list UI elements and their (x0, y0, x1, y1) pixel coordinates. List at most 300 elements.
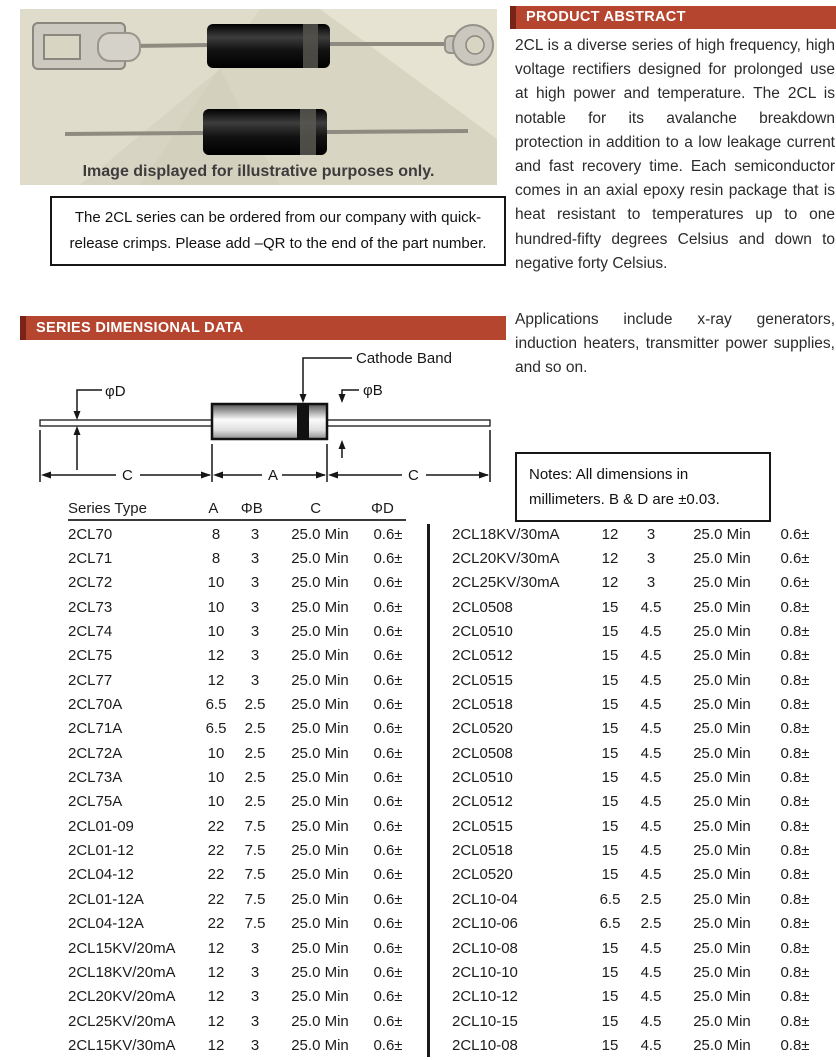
cell-phi-b: 3 (250, 988, 260, 1006)
cell-c: 25.0 Min (693, 623, 751, 641)
cell-phi-b: 4.5 (640, 817, 662, 835)
cell-phi-d: 0.6± (373, 963, 403, 981)
cell-phi-d: 0.6± (373, 744, 403, 762)
arrowhead (201, 472, 211, 479)
table-row (452, 522, 827, 546)
cell-phi-d: 0.6± (373, 696, 403, 714)
cell-series-type: 2CL18KV/20mA (68, 963, 176, 981)
cell-phi-b: 7.5 (244, 866, 266, 884)
cathode-band-leader-line (303, 358, 352, 399)
cathode-band-label: Cathode Band (356, 350, 452, 367)
table-row (68, 668, 413, 692)
column-header-c: C (310, 499, 322, 517)
cell-phi-b: 4.5 (640, 598, 662, 616)
arrowhead (316, 472, 326, 479)
dimension-table-left (68, 522, 413, 1058)
cell-series-type: 2CL0508 (452, 598, 513, 616)
cell-phi-d: 0.6± (373, 988, 403, 1006)
cell-phi-d: 0.6± (373, 574, 403, 592)
cell-a: 22 (207, 866, 225, 884)
cell-a: 15 (601, 963, 619, 981)
table-row (68, 838, 413, 862)
cell-phi-d: 0.6± (373, 1012, 403, 1030)
cell-series-type: 2CL72A (68, 744, 123, 762)
cell-c: 25.0 Min (693, 939, 751, 957)
cell-phi-b: 7.5 (244, 890, 266, 908)
cell-c: 25.0 Min (693, 647, 751, 665)
cell-phi-b: 3 (250, 550, 260, 568)
cell-series-type: 2CL0515 (452, 671, 513, 689)
cell-series-type: 2CL0512 (452, 793, 513, 811)
cell-c: 25.0 Min (693, 817, 751, 835)
cell-c: 25.0 Min (693, 598, 751, 616)
cell-c: 25.0 Min (693, 1036, 751, 1054)
cell-a: 12 (207, 647, 225, 665)
cell-a: 15 (601, 793, 619, 811)
cell-phi-b: 4.5 (640, 793, 662, 811)
cell-series-type: 2CL0515 (452, 817, 513, 835)
order-note-box (50, 196, 506, 266)
cell-phi-b: 3 (250, 671, 260, 689)
cell-phi-b: 3 (646, 525, 656, 543)
cell-a: 15 (601, 1036, 619, 1054)
cell-phi-b: 2.5 (244, 720, 266, 738)
table-row (68, 887, 413, 911)
table-row (68, 595, 413, 619)
cell-phi-d: 0.8± (780, 939, 810, 957)
table-row (68, 571, 413, 595)
cell-series-type: 2CL72 (68, 574, 113, 592)
cell-a: 15 (601, 817, 619, 835)
cell-a: 6.5 (599, 915, 621, 933)
diode-photo-illustration (20, 9, 497, 185)
cell-phi-d: 0.6± (373, 817, 403, 835)
cell-c: 25.0 Min (291, 696, 349, 714)
cell-c: 25.0 Min (693, 915, 751, 933)
table-row (68, 936, 413, 960)
cell-series-type: 2CL70A (68, 696, 123, 714)
cell-a: 8 (211, 525, 221, 543)
cell-series-type: 2CL01-12A (68, 890, 144, 908)
cell-series-type: 2CL15KV/30mA (68, 1036, 176, 1054)
cell-phi-d: 0.8± (780, 817, 810, 835)
cell-phi-d: 0.8± (780, 842, 810, 860)
cell-c: 25.0 Min (693, 525, 751, 543)
cell-phi-b: 3 (250, 598, 260, 616)
cell-phi-b: 2.5 (244, 744, 266, 762)
phi-d-label: φD (105, 383, 126, 400)
cell-phi-b: 2.5 (640, 890, 662, 908)
cell-phi-b: 7.5 (244, 817, 266, 835)
cell-a: 12 (601, 550, 619, 568)
cell-phi-b: 4.5 (640, 647, 662, 665)
cell-series-type: 2CL0508 (452, 744, 513, 762)
spade-terminal-slot (44, 35, 80, 59)
cell-phi-b: 3 (250, 647, 260, 665)
table-row (452, 887, 827, 911)
table-row (68, 863, 413, 887)
cell-phi-b: 3 (250, 574, 260, 592)
cell-phi-d: 0.6± (373, 671, 403, 689)
cell-phi-d: 0.6± (373, 598, 403, 616)
table-row (68, 765, 413, 789)
table-row (68, 546, 413, 570)
column-header-a: A (208, 499, 219, 517)
cell-phi-b: 3 (250, 939, 260, 957)
arrowhead (339, 440, 346, 449)
dim-c-left-label: C (122, 467, 133, 484)
cell-phi-b: 2.5 (640, 915, 662, 933)
cell-phi-b: 7.5 (244, 915, 266, 933)
cell-c: 25.0 Min (693, 696, 751, 714)
table-row (68, 717, 413, 741)
cell-c: 25.0 Min (291, 623, 349, 641)
cell-series-type: 2CL73A (68, 769, 123, 787)
series-dimensional-data-header: SERIES DIMENSIONAL DATA (20, 316, 506, 340)
cell-phi-d: 0.8± (780, 720, 810, 738)
cell-series-type: 2CL10-12 (452, 988, 518, 1006)
cell-a: 12 (601, 525, 619, 543)
cell-c: 25.0 Min (291, 1012, 349, 1030)
cell-a: 12 (207, 988, 225, 1006)
table-row (452, 546, 827, 570)
table-row (452, 692, 827, 716)
cell-phi-d: 0.6± (373, 720, 403, 738)
table-row (452, 790, 827, 814)
cell-a: 10 (207, 793, 225, 811)
cell-phi-b: 4.5 (640, 696, 662, 714)
cell-a: 15 (601, 744, 619, 762)
column-header-phi-d: ΦD (371, 499, 394, 517)
table-row (452, 644, 827, 668)
product-photo (20, 9, 497, 185)
cell-phi-d: 0.6± (373, 866, 403, 884)
dim-c-right-label: C (408, 467, 419, 484)
cell-phi-b: 3 (250, 525, 260, 543)
cathode-band (297, 404, 309, 439)
cell-series-type: 2CL10-08 (452, 1036, 518, 1054)
cell-series-type: 2CL15KV/20mA (68, 939, 176, 957)
cell-series-type: 2CL70 (68, 525, 113, 543)
cell-c: 25.0 Min (693, 866, 751, 884)
cell-phi-b: 3 (250, 963, 260, 981)
cell-a: 22 (207, 817, 225, 835)
cell-c: 25.0 Min (291, 963, 349, 981)
cell-a: 8 (211, 550, 221, 568)
dim-a-label: A (268, 467, 279, 484)
cell-series-type: 2CL04-12 (68, 866, 134, 884)
cell-phi-d: 0.6± (373, 769, 403, 787)
table-row (452, 571, 827, 595)
arrowhead (213, 472, 223, 479)
cell-series-type: 2CL71 (68, 550, 113, 568)
cell-phi-d: 0.8± (780, 1012, 810, 1030)
cell-a: 15 (601, 866, 619, 884)
cell-a: 15 (601, 696, 619, 714)
cell-c: 25.0 Min (693, 744, 751, 762)
ring-terminal-hole (466, 36, 484, 54)
cell-phi-b: 3 (646, 550, 656, 568)
cell-a: 15 (601, 598, 619, 616)
phi-b-label: φB (363, 382, 383, 399)
order-note-text: The 2CL series can be ordered from our company with quick-release crimps. Please add –QR to the end of the part number. (69, 209, 487, 252)
cell-phi-d: 0.6± (373, 939, 403, 957)
cell-a: 12 (601, 574, 619, 592)
arrowhead (328, 472, 338, 479)
cell-series-type: 2CL0520 (452, 866, 513, 884)
cell-c: 25.0 Min (291, 671, 349, 689)
table-row (452, 863, 827, 887)
cell-series-type: 2CL10-10 (452, 963, 518, 981)
cell-series-type: 2CL74 (68, 623, 113, 641)
table-row (68, 741, 413, 765)
table-row (452, 1009, 827, 1033)
cell-series-type: 2CL0520 (452, 720, 513, 738)
cell-c: 25.0 Min (291, 744, 349, 762)
cell-phi-d: 0.6± (373, 525, 403, 543)
table-row (452, 960, 827, 984)
cell-a: 10 (207, 744, 225, 762)
cell-series-type: 2CL20KV/20mA (68, 988, 176, 1006)
cell-a: 12 (207, 1036, 225, 1054)
cell-c: 25.0 Min (291, 769, 349, 787)
cell-phi-b: 3 (250, 1036, 260, 1054)
cell-a: 15 (601, 842, 619, 860)
cell-a: 6.5 (205, 720, 227, 738)
table-row (452, 936, 827, 960)
cell-phi-b: 4.5 (640, 939, 662, 957)
cell-phi-d: 0.6± (373, 623, 403, 641)
cell-phi-d: 0.8± (780, 623, 810, 641)
cell-phi-b: 4.5 (640, 988, 662, 1006)
cell-a: 15 (601, 623, 619, 641)
cell-a: 15 (601, 671, 619, 689)
table-row (452, 985, 827, 1009)
cell-series-type: 2CL75A (68, 793, 123, 811)
cell-a: 10 (207, 574, 225, 592)
cell-phi-b: 4.5 (640, 1036, 662, 1054)
table-row (452, 619, 827, 643)
cell-c: 25.0 Min (693, 963, 751, 981)
cell-phi-b: 2.5 (244, 696, 266, 714)
table-row (68, 814, 413, 838)
cell-phi-d: 0.6± (373, 890, 403, 908)
cathode-band (303, 24, 318, 68)
cell-phi-d: 0.8± (780, 988, 810, 1006)
cell-phi-d: 0.6± (780, 550, 810, 568)
table-row (452, 741, 827, 765)
table-row (452, 668, 827, 692)
table-row (452, 765, 827, 789)
cell-phi-b: 3 (250, 1012, 260, 1030)
cell-phi-b: 4.5 (640, 720, 662, 738)
cell-phi-d: 0.8± (780, 598, 810, 616)
arrowhead (41, 472, 51, 479)
cell-c: 25.0 Min (693, 890, 751, 908)
cell-c: 25.0 Min (291, 793, 349, 811)
cell-series-type: 2CL25KV/20mA (68, 1012, 176, 1030)
dimension-table-right (452, 522, 827, 1058)
cell-c: 25.0 Min (291, 647, 349, 665)
table-row (68, 644, 413, 668)
cell-phi-b: 4.5 (640, 866, 662, 884)
cell-a: 22 (207, 842, 225, 860)
cell-series-type: 2CL71A (68, 720, 123, 738)
cell-phi-b: 4.5 (640, 623, 662, 641)
cell-series-type: 2CL0518 (452, 842, 513, 860)
product-abstract-body: 2CL is a diverse series of high frequency, high voltage rectifiers designed for prolonged use at high power and temperature. The 2CL is notable for its avalanche breakdown protection in addition to a low leakage current and fast recovery time. Each semiconductor comes in an axial epoxy resin package that is heat resistant to temperatures up to one hundred-fifty degrees Celsius and down to negative forty Celsius. (515, 37, 835, 272)
diode-body (212, 404, 327, 439)
cell-phi-b: 4.5 (640, 744, 662, 762)
cell-series-type: 2CL10-08 (452, 939, 518, 957)
cell-phi-d: 0.6± (373, 550, 403, 568)
cell-phi-d: 0.8± (780, 769, 810, 787)
cell-phi-b: 3 (250, 623, 260, 641)
table-row (68, 912, 413, 936)
cell-phi-d: 0.8± (780, 744, 810, 762)
cell-phi-d: 0.8± (780, 647, 810, 665)
table-row (452, 595, 827, 619)
table-row (68, 1009, 413, 1033)
cell-phi-b: 2.5 (244, 793, 266, 811)
cell-phi-d: 0.6± (373, 1036, 403, 1054)
cell-c: 25.0 Min (693, 671, 751, 689)
phi-d-leader-line (77, 390, 102, 416)
arrowhead (74, 426, 81, 435)
cell-series-type: 2CL10-06 (452, 915, 518, 933)
cell-c: 25.0 Min (291, 866, 349, 884)
cell-a: 15 (601, 769, 619, 787)
cell-phi-d: 0.8± (780, 1036, 810, 1054)
cell-a: 15 (601, 988, 619, 1006)
table-row (68, 1033, 413, 1057)
cell-series-type: 2CL01-12 (68, 842, 134, 860)
cell-a: 10 (207, 623, 225, 641)
cell-phi-d: 0.6± (373, 793, 403, 811)
cell-phi-d: 0.8± (780, 890, 810, 908)
cell-a: 22 (207, 890, 225, 908)
cell-phi-b: 4.5 (640, 769, 662, 787)
cell-series-type: 2CL0518 (452, 696, 513, 714)
cell-c: 25.0 Min (291, 842, 349, 860)
cell-c: 25.0 Min (291, 915, 349, 933)
arrowhead (339, 394, 346, 403)
cell-series-type: 2CL20KV/30mA (452, 550, 560, 568)
cell-series-type: 2CL04-12A (68, 915, 144, 933)
cell-c: 25.0 Min (693, 769, 751, 787)
cell-series-type: 2CL73 (68, 598, 113, 616)
cell-a: 10 (207, 769, 225, 787)
cell-a: 12 (207, 939, 225, 957)
cell-c: 25.0 Min (291, 550, 349, 568)
cell-phi-d: 0.6± (373, 842, 403, 860)
arrowhead (479, 472, 489, 479)
cell-phi-d: 0.8± (780, 793, 810, 811)
dimension-notes-text: Notes: All dimensions in millimeters. B & D are ±0.03. (529, 466, 720, 508)
crimp-barrel (98, 33, 140, 61)
cell-phi-d: 0.8± (780, 963, 810, 981)
cell-phi-b: 7.5 (244, 842, 266, 860)
cell-c: 25.0 Min (693, 793, 751, 811)
cell-c: 25.0 Min (291, 988, 349, 1006)
cell-a: 6.5 (205, 696, 227, 714)
cell-series-type: 2CL10-15 (452, 1012, 518, 1030)
cell-phi-b: 4.5 (640, 842, 662, 860)
cell-phi-b: 4.5 (640, 1012, 662, 1030)
cell-c: 25.0 Min (291, 817, 349, 835)
lead-wire (130, 45, 210, 46)
arrowhead (300, 394, 307, 403)
photo-caption: Image displayed for illustrative purposes only. (82, 163, 435, 180)
column-header-phi-b: ΦB (240, 499, 263, 517)
cell-c: 25.0 Min (693, 1012, 751, 1030)
table-row (68, 790, 413, 814)
cell-c: 25.0 Min (693, 574, 751, 592)
applications-paragraph: Applications include x-ray generators, induction heaters, transmitter power supplies, and so on. (515, 311, 835, 377)
cell-series-type: 2CL10-04 (452, 890, 518, 908)
cell-phi-d: 0.6± (780, 574, 810, 592)
cell-series-type: 2CL0512 (452, 647, 513, 665)
cell-c: 25.0 Min (693, 720, 751, 738)
table-row (452, 912, 827, 936)
cell-c: 25.0 Min (693, 988, 751, 1006)
cell-a: 6.5 (599, 890, 621, 908)
arrowhead (74, 411, 81, 420)
cell-c: 25.0 Min (291, 720, 349, 738)
table-column-divider (427, 524, 430, 1057)
table-row (68, 619, 413, 643)
column-header-series-type: Series Type (68, 499, 147, 517)
cell-c: 25.0 Min (291, 939, 349, 957)
cell-phi-d: 0.8± (780, 696, 810, 714)
table-row (452, 1033, 827, 1057)
cell-c: 25.0 Min (693, 842, 751, 860)
table-row (68, 985, 413, 1009)
cell-phi-d: 0.8± (780, 671, 810, 689)
table-row (68, 960, 413, 984)
cell-series-type: 2CL77 (68, 671, 113, 689)
cathode-band (300, 109, 316, 155)
cell-phi-b: 4.5 (640, 671, 662, 689)
cell-c: 25.0 Min (291, 525, 349, 543)
cell-series-type: 2CL18KV/30mA (452, 525, 560, 543)
cell-a: 12 (207, 1012, 225, 1030)
cell-series-type: 2CL25KV/30mA (452, 574, 560, 592)
cell-a: 15 (601, 720, 619, 738)
cell-phi-b: 2.5 (244, 769, 266, 787)
cell-series-type: 2CL75 (68, 647, 113, 665)
table-row (452, 814, 827, 838)
cell-phi-b: 4.5 (640, 963, 662, 981)
cell-phi-d: 0.8± (780, 915, 810, 933)
cell-a: 10 (207, 598, 225, 616)
cell-c: 25.0 Min (291, 598, 349, 616)
product-abstract-header: PRODUCT ABSTRACT (510, 6, 836, 29)
cell-c: 25.0 Min (291, 574, 349, 592)
cell-a: 12 (207, 963, 225, 981)
cell-phi-d: 0.6± (780, 525, 810, 543)
cell-a: 22 (207, 915, 225, 933)
cell-a: 15 (601, 647, 619, 665)
cell-phi-d: 0.8± (780, 866, 810, 884)
cell-a: 15 (601, 939, 619, 957)
cell-series-type: 2CL01-09 (68, 817, 134, 835)
table-row (452, 717, 827, 741)
table-header-row (68, 497, 406, 521)
cell-c: 25.0 Min (291, 1036, 349, 1054)
cell-a: 12 (207, 671, 225, 689)
table-row (452, 838, 827, 862)
